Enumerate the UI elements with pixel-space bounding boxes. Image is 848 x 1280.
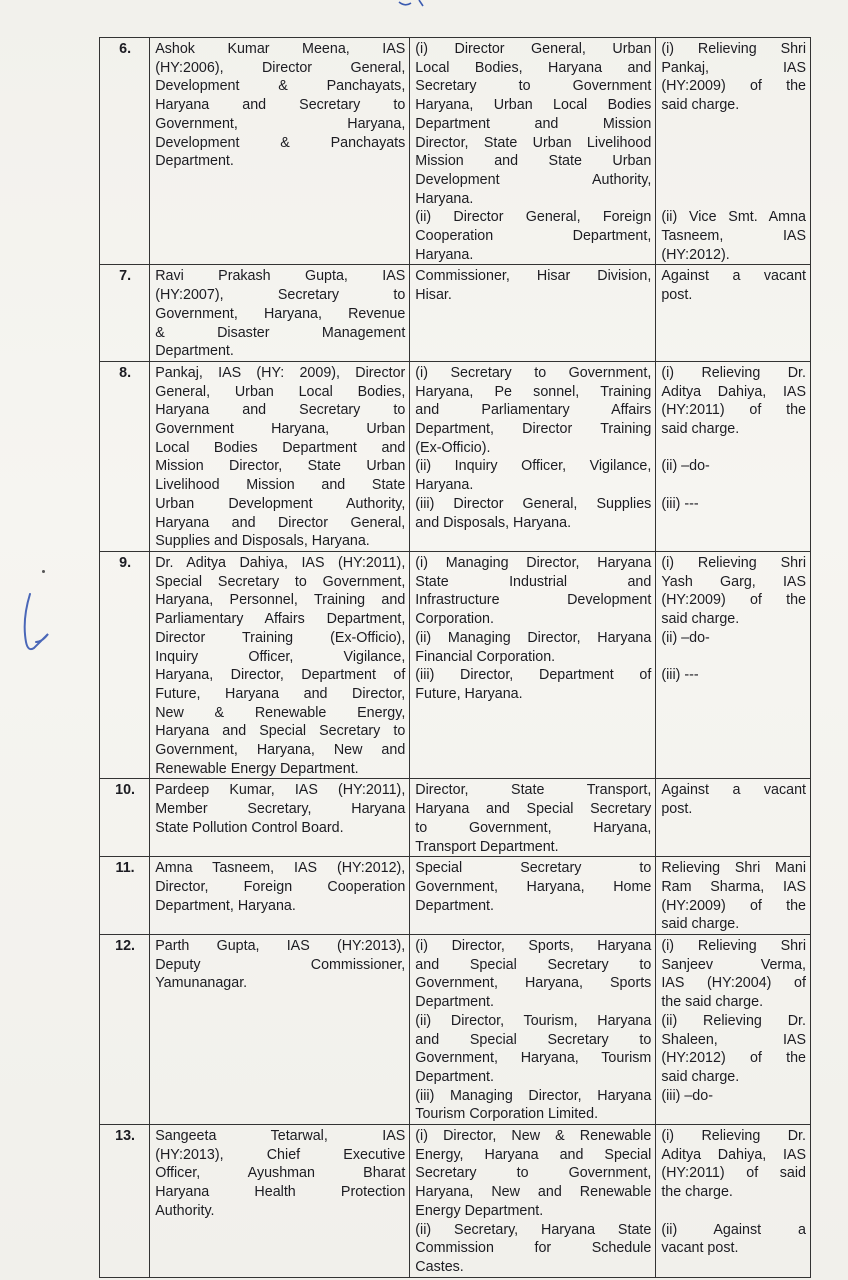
text-line: Energy, Haryana and Special bbox=[415, 1146, 652, 1163]
posting-item bbox=[415, 495, 651, 532]
text-line: General, Urban Local Bodies, bbox=[155, 383, 406, 400]
officer-details bbox=[155, 781, 405, 837]
posting-item bbox=[415, 267, 651, 304]
text-line: Future, Haryana and Director, bbox=[155, 685, 406, 702]
text-line: (i) Managing Director, Haryana bbox=[415, 554, 652, 571]
text-line: Secretary to Government bbox=[415, 78, 652, 95]
text-line: said charge. bbox=[661, 421, 740, 438]
text-line: said charge. bbox=[661, 1068, 740, 1085]
posting-item bbox=[415, 457, 651, 494]
text-line: Mission Director, State Urban bbox=[155, 458, 406, 475]
text-line: State Industrial and bbox=[415, 573, 652, 590]
posting-orders-table bbox=[99, 37, 811, 1278]
text-line: (ii) Relieving Dr. bbox=[661, 1012, 806, 1029]
text-line: (Ex-Officio). bbox=[415, 439, 491, 456]
text-line: Local Bodies Department and bbox=[155, 439, 406, 456]
text-line: Department. bbox=[155, 343, 234, 360]
remarks-item bbox=[661, 457, 806, 476]
text-line: (i) Relieving Shri bbox=[661, 554, 806, 571]
text-line: Pankaj, IAS bbox=[661, 59, 806, 76]
text-line: Against a vacant bbox=[661, 268, 806, 285]
text-line: Haryana and Special Secretary to bbox=[155, 723, 406, 740]
text-line: post. bbox=[661, 801, 693, 818]
text-line: Authority. bbox=[155, 1202, 215, 1219]
text-line: (i) Relieving Dr. bbox=[661, 364, 806, 381]
serial-number: 7. bbox=[100, 265, 150, 362]
officer-details-cell bbox=[150, 551, 410, 778]
text-line: Department. bbox=[415, 1068, 494, 1085]
text-line: (ii) Against a bbox=[661, 1221, 806, 1238]
text-line: Dr. Aditya Dahiya, IAS (HY:2011), bbox=[155, 554, 406, 571]
new-posting-cell bbox=[410, 361, 656, 551]
posting-item bbox=[415, 1012, 651, 1087]
text-line: Development & Panchayats, bbox=[155, 78, 406, 95]
text-line: (HY:2012) of the bbox=[661, 1050, 806, 1067]
text-line: to Government, Haryana, bbox=[415, 819, 652, 836]
text-line: & Disaster Management bbox=[155, 324, 406, 341]
posting-item bbox=[415, 1087, 651, 1124]
text-line: Commissioner, Hisar Division, bbox=[415, 268, 652, 285]
text-line: New & Renewable Energy, bbox=[155, 704, 406, 721]
text-line: and Disposals, Haryana. bbox=[415, 514, 572, 531]
text-line: Haryana, Personnel, Training and bbox=[155, 592, 406, 609]
text-line: Transport Department. bbox=[415, 838, 559, 855]
text-line: (ii) Managing Director, Haryana bbox=[415, 629, 652, 646]
text-line: (HY:2012). bbox=[661, 246, 730, 263]
text-line: Secretary to Government, bbox=[415, 1165, 652, 1182]
text-line: Government, Haryana, Tourism bbox=[415, 1050, 652, 1067]
remarks-item bbox=[661, 666, 806, 685]
text-line: Pardeep Kumar, IAS (HY:2011), bbox=[155, 782, 406, 799]
text-line: Amna Tasneem, IAS (HY:2012), bbox=[155, 860, 406, 877]
text-line: Government, Haryana, Revenue bbox=[155, 305, 406, 322]
text-line: (iii) --- bbox=[661, 667, 699, 684]
remarks-item bbox=[661, 781, 806, 818]
remarks-item bbox=[661, 629, 806, 648]
text-line: Yash Garg, IAS bbox=[661, 573, 806, 590]
text-line: (i) Relieving Shri bbox=[661, 41, 806, 57]
text-line: Haryana and Special Secretary bbox=[415, 801, 652, 818]
text-line: Department, Haryana. bbox=[155, 897, 296, 914]
text-line: (ii) –do- bbox=[661, 629, 710, 646]
handwritten-initial-mark bbox=[18, 590, 58, 660]
officer-details-cell bbox=[150, 779, 410, 857]
text-line: (i) Director, New & Renewable bbox=[415, 1128, 652, 1145]
remarks-item bbox=[661, 495, 806, 514]
text-line: Ashok Kumar Meena, IAS bbox=[155, 41, 406, 57]
text-line: Special Secretary to Government, bbox=[155, 573, 406, 590]
new-posting-cell bbox=[410, 779, 656, 857]
text-line: Government, Haryana, New and bbox=[155, 742, 406, 759]
officer-details-cell bbox=[150, 935, 410, 1125]
officer-details-cell bbox=[150, 1125, 410, 1278]
officer-details-cell bbox=[150, 265, 410, 362]
text-line: (ii) Inquiry Officer, Vigilance, bbox=[415, 458, 652, 475]
text-line: (HY:2011) of said bbox=[661, 1165, 806, 1182]
text-line: Ravi Prakash Gupta, IAS bbox=[155, 268, 406, 285]
text-line: Department. bbox=[415, 994, 494, 1011]
text-line: Haryana. bbox=[415, 246, 474, 263]
text-line: Corporation. bbox=[415, 611, 494, 628]
remarks-cell bbox=[656, 857, 811, 935]
text-line: (iii) --- bbox=[661, 495, 699, 512]
text-line: Officer, Ayushman Bharat bbox=[155, 1165, 406, 1182]
remarks-item bbox=[661, 554, 806, 629]
remarks-item bbox=[661, 1087, 806, 1106]
text-line: Department and Mission bbox=[415, 115, 652, 132]
posting-item bbox=[415, 781, 651, 856]
text-line: (HY:2009) of the bbox=[661, 897, 806, 914]
text-line: (HY:2013), Chief Executive bbox=[155, 1146, 406, 1163]
text-line: Haryana, New and Renewable bbox=[415, 1184, 652, 1201]
remarks-cell bbox=[656, 38, 811, 265]
table-row bbox=[100, 1125, 811, 1278]
text-line: (HY:2011) of the bbox=[661, 402, 806, 419]
remarks-item bbox=[661, 1012, 806, 1087]
text-line: Pankaj, IAS (HY: 2009), Director bbox=[155, 364, 406, 381]
posting-item bbox=[415, 666, 651, 703]
text-line: Energy Department. bbox=[415, 1202, 544, 1219]
text-line: Haryana Health Protection bbox=[155, 1184, 406, 1201]
text-line: Government, Haryana, bbox=[155, 115, 406, 132]
remarks-item bbox=[661, 1221, 806, 1258]
posting-item bbox=[415, 937, 651, 1012]
text-line: Cooperation Department, bbox=[415, 228, 652, 245]
posting-item bbox=[415, 554, 651, 629]
text-line: Urban Development Authority, bbox=[155, 495, 406, 512]
text-line: Aditya Dahiya, IAS bbox=[661, 1146, 806, 1163]
text-line: State Pollution Control Board. bbox=[155, 819, 344, 836]
table-row bbox=[100, 779, 811, 857]
text-line: Director, State Transport, bbox=[415, 782, 652, 799]
remarks-item bbox=[661, 937, 806, 1012]
text-line: (i) Secretary to Government, bbox=[415, 364, 652, 381]
text-line: Haryana and Secretary to bbox=[155, 402, 406, 419]
text-line: Future, Haryana. bbox=[415, 685, 523, 702]
officer-details-cell bbox=[150, 857, 410, 935]
text-line: (i) Relieving Shri bbox=[661, 938, 806, 955]
officer-details bbox=[155, 937, 405, 993]
text-line: (i) Relieving Dr. bbox=[661, 1128, 806, 1145]
text-line: Aditya Dahiya, IAS bbox=[661, 383, 806, 400]
text-line: Financial Corporation. bbox=[415, 648, 556, 665]
text-line: Castes. bbox=[415, 1259, 464, 1275]
text-line: Deputy Commissioner, bbox=[155, 956, 406, 973]
text-line: Yamunanagar. bbox=[155, 975, 248, 992]
text-line: (iii) Managing Director, Haryana bbox=[415, 1087, 652, 1104]
table-row bbox=[100, 38, 811, 265]
remarks-item bbox=[661, 859, 806, 934]
text-line: and Parliamentary Affairs bbox=[415, 402, 652, 419]
text-line: Haryana. bbox=[415, 190, 474, 207]
remarks-item bbox=[661, 364, 806, 439]
text-line: Supplies and Disposals, Haryana. bbox=[155, 533, 370, 550]
text-line: Tourism Corporation Limited. bbox=[415, 1106, 599, 1123]
serial-number: 12. bbox=[100, 935, 150, 1125]
text-line: Government, Haryana, Home bbox=[415, 878, 652, 895]
serial-number: 11. bbox=[100, 857, 150, 935]
remarks-cell bbox=[656, 935, 811, 1125]
table-row bbox=[100, 551, 811, 778]
remarks-item bbox=[661, 208, 806, 264]
text-line: Haryana, Urban Local Bodies bbox=[415, 97, 652, 114]
text-line: (HY:2006), Director General, bbox=[155, 59, 406, 76]
text-line: Mission and State Urban bbox=[415, 153, 652, 170]
text-line: Government, Haryana, Sports bbox=[415, 975, 652, 992]
posting-item bbox=[415, 40, 651, 208]
text-line: Haryana, Pe sonnel, Training bbox=[415, 383, 652, 400]
officer-details bbox=[155, 40, 405, 171]
posting-item bbox=[415, 208, 651, 264]
text-line: the said charge. bbox=[661, 994, 764, 1011]
text-line: said charge. bbox=[661, 916, 740, 933]
text-line: (ii) Director General, Foreign bbox=[415, 209, 652, 226]
new-posting-cell bbox=[410, 1125, 656, 1278]
text-line: said charge. bbox=[661, 611, 740, 628]
text-line: (HY:2009) of the bbox=[661, 78, 806, 95]
text-line: (iii) Director, Department of bbox=[415, 667, 652, 684]
text-line: (i) Director, Sports, Haryana bbox=[415, 938, 652, 955]
text-line: (ii) Director, Tourism, Haryana bbox=[415, 1012, 652, 1029]
remarks-cell bbox=[656, 779, 811, 857]
table-row bbox=[100, 265, 811, 362]
text-line: Director Training (Ex-Officio), bbox=[155, 629, 406, 646]
text-line: Department. bbox=[155, 153, 234, 170]
remarks-item bbox=[661, 40, 806, 115]
text-line: and Special Secretary to bbox=[415, 1031, 652, 1048]
text-line: Department. bbox=[415, 897, 494, 914]
remarks-item bbox=[661, 267, 806, 304]
text-line: (iii) Director General, Supplies bbox=[415, 495, 652, 512]
posting-item bbox=[415, 1127, 651, 1221]
text-line: Ram Sharma, IAS bbox=[661, 878, 806, 895]
posting-item bbox=[415, 364, 651, 458]
officer-details bbox=[155, 364, 405, 551]
text-line: and Special Secretary to bbox=[415, 956, 652, 973]
text-line: said charge. bbox=[661, 97, 740, 114]
serial-number: 9. bbox=[100, 551, 150, 778]
remarks-cell bbox=[656, 1125, 811, 1278]
serial-number: 13. bbox=[100, 1125, 150, 1278]
text-line: (ii) –do- bbox=[661, 458, 710, 475]
text-line: Department, Director Training bbox=[415, 421, 652, 438]
officer-details-cell bbox=[150, 361, 410, 551]
new-posting-cell bbox=[410, 38, 656, 265]
text-line: Against a vacant bbox=[661, 782, 806, 799]
text-line: vacant post. bbox=[661, 1240, 739, 1257]
posting-item bbox=[415, 1221, 651, 1277]
officer-details-cell bbox=[150, 38, 410, 265]
text-line: Haryana, Director, Department of bbox=[155, 667, 406, 684]
remarks-cell bbox=[656, 265, 811, 362]
text-line: (iii) –do- bbox=[661, 1087, 713, 1104]
text-line: post. bbox=[661, 287, 693, 304]
officer-details bbox=[155, 267, 405, 361]
officer-details bbox=[155, 859, 405, 915]
text-line: (ii) Vice Smt. Amna bbox=[661, 209, 806, 226]
posting-item bbox=[415, 859, 651, 915]
text-line: Parliamentary Affairs Department, bbox=[155, 611, 406, 628]
officer-details bbox=[155, 1127, 405, 1221]
text-line: Parth Gupta, IAS (HY:2013), bbox=[155, 938, 406, 955]
serial-number: 10. bbox=[100, 779, 150, 857]
text-line: IAS (HY:2004) of bbox=[661, 975, 806, 992]
serial-number: 6. bbox=[100, 38, 150, 265]
text-line: Development & Panchayats bbox=[155, 134, 406, 151]
new-posting-cell bbox=[410, 551, 656, 778]
text-line: Inquiry Officer, Vigilance, bbox=[155, 648, 406, 665]
text-line: Director, State Urban Livelihood bbox=[415, 134, 652, 151]
text-line: Relieving Shri Mani bbox=[661, 860, 806, 877]
text-line: Haryana and Secretary to bbox=[155, 97, 406, 114]
text-line: Local Bodies, Haryana and bbox=[415, 59, 652, 76]
text-line: Hisar. bbox=[415, 287, 452, 304]
text-line: Sangeeta Tetarwal, IAS bbox=[155, 1128, 406, 1145]
serial-number: 8. bbox=[100, 361, 150, 551]
text-line: Livelihood Mission and State bbox=[155, 477, 406, 494]
remarks-item bbox=[661, 1127, 806, 1202]
remarks-cell bbox=[656, 361, 811, 551]
text-line: Infrastructure Development bbox=[415, 592, 652, 609]
new-posting-cell bbox=[410, 857, 656, 935]
text-line: (ii) Secretary, Haryana State bbox=[415, 1221, 652, 1238]
text-line: Commission for Schedule bbox=[415, 1240, 652, 1257]
table-row bbox=[100, 935, 811, 1125]
text-line: Director, Foreign Cooperation bbox=[155, 878, 406, 895]
table-row bbox=[100, 857, 811, 935]
new-posting-cell bbox=[410, 265, 656, 362]
remarks-cell bbox=[656, 551, 811, 778]
text-line: (HY:2007), Secretary to bbox=[155, 287, 406, 304]
posting-item bbox=[415, 629, 651, 666]
text-line: Member Secretary, Haryana bbox=[155, 801, 406, 818]
text-line: Government Haryana, Urban bbox=[155, 421, 406, 438]
officer-details bbox=[155, 554, 405, 778]
text-line: Shaleen, IAS bbox=[661, 1031, 806, 1048]
text-line: Renewable Energy Department. bbox=[155, 760, 359, 777]
text-line: Tasneem, IAS bbox=[661, 228, 806, 245]
table-row bbox=[100, 361, 811, 551]
new-posting-cell bbox=[410, 935, 656, 1125]
text-line: (HY:2009) of the bbox=[661, 592, 806, 609]
pen-mark-top bbox=[395, 0, 435, 8]
text-line: Haryana and Director General, bbox=[155, 514, 406, 531]
text-line: the charge. bbox=[661, 1184, 733, 1201]
margin-dot bbox=[42, 570, 45, 573]
text-line: Sanjeev Verma, bbox=[661, 956, 806, 973]
text-line: Haryana. bbox=[415, 477, 474, 494]
text-line: (i) Director General, Urban bbox=[415, 41, 652, 57]
text-line: Development Authority, bbox=[415, 171, 652, 188]
text-line: Special Secretary to bbox=[415, 860, 652, 877]
